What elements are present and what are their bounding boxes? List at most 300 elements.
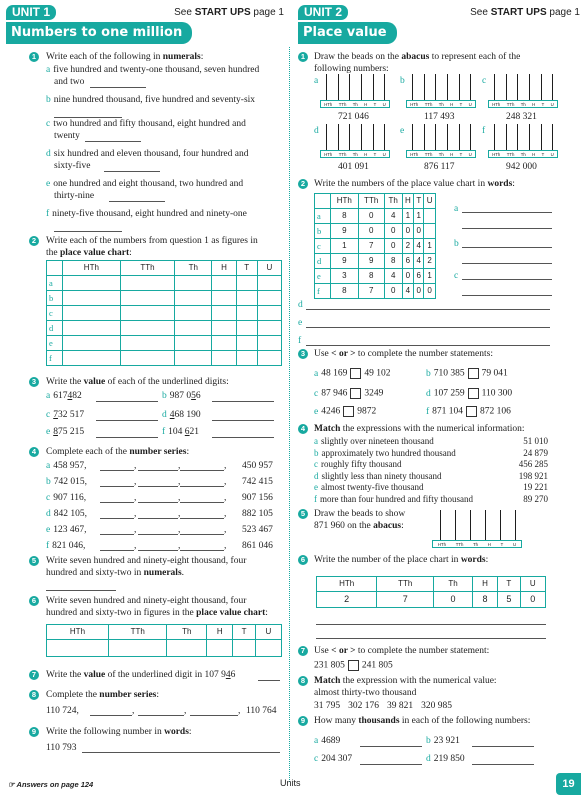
table-cell[interactable] xyxy=(236,306,257,321)
abacus-rod[interactable] xyxy=(470,510,471,540)
table-cell[interactable] xyxy=(257,321,281,336)
answer-line[interactable] xyxy=(138,550,178,551)
abacus-rod[interactable] xyxy=(494,124,495,150)
number-part: 75 215 xyxy=(57,427,85,437)
match-value[interactable]: 19 221 xyxy=(523,482,548,492)
u2-q5-abacus[interactable] xyxy=(432,510,522,548)
answer-line[interactable] xyxy=(472,764,534,765)
abacus-rod[interactable] xyxy=(485,510,486,540)
match-value[interactable]: 24 879 xyxy=(523,447,548,458)
answer-line[interactable] xyxy=(258,680,280,681)
table-cell[interactable]: 1 xyxy=(331,239,359,254)
item-letter: e xyxy=(46,427,51,437)
abacus-rod[interactable] xyxy=(326,124,327,150)
answer-line[interactable] xyxy=(462,279,552,280)
table-cell[interactable]: 8 xyxy=(384,254,402,269)
table-cell[interactable]: 0 xyxy=(384,224,402,239)
unit1-see-start-ups: See START UPS page 1 xyxy=(174,7,284,18)
question-text: Write seven hundred and ninety-eight thousand, four xyxy=(46,596,247,606)
table-cell[interactable]: 8 xyxy=(331,284,359,299)
table-cell[interactable] xyxy=(175,306,212,321)
table-cell[interactable]: 1 xyxy=(414,209,424,224)
abacus-c[interactable] xyxy=(488,74,558,108)
underlined-digit: 5 xyxy=(191,391,196,401)
table-cell[interactable] xyxy=(257,276,281,291)
table-row xyxy=(315,209,436,224)
abacus-rod[interactable] xyxy=(494,74,495,100)
table-cell[interactable] xyxy=(175,336,212,351)
answer-line[interactable] xyxy=(54,117,122,118)
value-option[interactable]: 302 176 xyxy=(348,701,379,711)
answer-letter: f xyxy=(298,336,302,346)
question-text-2: following numbers: xyxy=(314,64,389,74)
table-cell[interactable] xyxy=(175,351,212,366)
table-cell[interactable] xyxy=(63,336,121,351)
comma: , xyxy=(224,509,227,519)
series-end: 742 415 xyxy=(242,477,273,487)
abacus-label: U xyxy=(382,152,386,157)
answer-line[interactable] xyxy=(472,746,534,747)
column-header: Th xyxy=(175,261,212,276)
answer-line[interactable] xyxy=(360,764,422,765)
abacus-label: U xyxy=(468,102,472,107)
table-cell[interactable] xyxy=(47,640,109,657)
table-cell[interactable] xyxy=(255,640,281,657)
abacus-rod[interactable] xyxy=(470,74,471,100)
table-cell[interactable] xyxy=(212,291,236,306)
abacus-letter: a xyxy=(314,76,319,86)
answer-line[interactable] xyxy=(180,486,224,487)
comparison-box[interactable] xyxy=(348,660,359,671)
abacus-rod[interactable] xyxy=(440,510,441,540)
table-cell[interactable]: 1 xyxy=(424,269,436,284)
q4-item-f xyxy=(46,541,85,553)
header-row xyxy=(315,194,436,209)
comma: , xyxy=(224,461,227,471)
abacus-rod[interactable] xyxy=(361,124,362,150)
table-cell[interactable]: 8 xyxy=(358,269,384,284)
answer-line[interactable] xyxy=(360,746,422,747)
column-header: H xyxy=(207,625,233,640)
answer-letter: a xyxy=(454,204,459,214)
answer-line[interactable] xyxy=(316,638,546,639)
comparison-box[interactable] xyxy=(343,406,354,417)
q4-item-a xyxy=(46,461,86,473)
table-row xyxy=(47,291,282,306)
table-cell[interactable] xyxy=(120,351,175,366)
answer-line[interactable] xyxy=(100,550,134,551)
column-header: T xyxy=(236,261,257,276)
table-cell[interactable]: 9 xyxy=(331,224,359,239)
answer-line[interactable] xyxy=(138,518,178,519)
comma: , xyxy=(224,541,227,551)
table-cell[interactable]: 0 xyxy=(414,224,424,239)
answer-line[interactable] xyxy=(180,550,224,551)
table-cell[interactable]: 7 xyxy=(358,239,384,254)
match-value[interactable]: 51 010 xyxy=(523,436,548,446)
table-cell[interactable] xyxy=(120,276,175,291)
answer-line[interactable] xyxy=(96,420,158,421)
abacus-rod[interactable] xyxy=(412,124,413,150)
column-header: H xyxy=(472,577,497,592)
answer-line[interactable] xyxy=(138,534,178,535)
abacus-label: HTh xyxy=(324,102,333,107)
abacus-rod[interactable] xyxy=(500,510,501,540)
table-cell[interactable]: 8 xyxy=(331,209,359,224)
number-part: 104 xyxy=(168,427,185,437)
match-value[interactable]: 89 270 xyxy=(523,493,548,504)
answer-line[interactable] xyxy=(138,470,178,471)
table-cell[interactable]: 9 xyxy=(331,254,359,269)
table-cell[interactable] xyxy=(257,291,281,306)
table-cell[interactable] xyxy=(257,306,281,321)
question-number: 6 xyxy=(298,555,308,565)
abacus-label: U xyxy=(382,102,386,107)
table-cell[interactable] xyxy=(63,291,121,306)
comparison-box[interactable] xyxy=(468,388,479,399)
table-cell[interactable] xyxy=(167,640,207,657)
table-cell[interactable]: 4 xyxy=(414,239,424,254)
comma: , xyxy=(178,477,181,487)
series-end: 882 105 xyxy=(242,509,273,519)
table-cell[interactable]: 0 xyxy=(384,284,402,299)
answer-line[interactable] xyxy=(138,715,184,716)
abacus-number: 401 091 xyxy=(338,162,369,172)
abacus-rod[interactable] xyxy=(506,74,507,100)
footer-title: Units xyxy=(280,778,301,788)
table-cell[interactable] xyxy=(212,321,236,336)
comma: , xyxy=(178,461,181,471)
table-cell[interactable] xyxy=(233,640,256,657)
answer-line[interactable] xyxy=(138,502,178,503)
table-cell[interactable]: 2 xyxy=(402,239,414,254)
table-cell[interactable]: 7 xyxy=(358,284,384,299)
value-option[interactable]: 320 985 xyxy=(421,701,452,711)
answer-line[interactable] xyxy=(462,228,552,229)
number-part: 987 0 xyxy=(169,391,192,401)
abacus-rod[interactable] xyxy=(326,74,327,100)
question-number: 4 xyxy=(29,447,39,457)
column-header: HTh xyxy=(47,625,109,640)
table-cell[interactable] xyxy=(212,351,236,366)
r3-item-c xyxy=(314,388,383,401)
abacus-rod[interactable] xyxy=(515,510,516,540)
abacus-rod[interactable] xyxy=(552,124,553,150)
item-letter: b xyxy=(162,391,167,401)
table-cell[interactable]: 9 xyxy=(358,254,384,269)
table-cell[interactable]: 4 xyxy=(402,284,414,299)
table-cell[interactable] xyxy=(212,306,236,321)
answer-line[interactable] xyxy=(190,715,238,716)
answer-line[interactable] xyxy=(109,201,165,202)
abacus-label: Th xyxy=(473,542,479,547)
table-cell[interactable]: 0 xyxy=(358,209,384,224)
abacus-rod[interactable] xyxy=(459,74,460,100)
answer-line[interactable] xyxy=(90,87,146,88)
table-cell[interactable]: 1 xyxy=(402,209,414,224)
answer-line[interactable] xyxy=(212,420,274,421)
row-label: d xyxy=(315,254,331,269)
answer-line[interactable] xyxy=(306,327,550,328)
abacus-label: HTh xyxy=(324,152,333,157)
question-number: 5 xyxy=(29,556,39,566)
q4-item-b xyxy=(46,477,87,489)
answer-line[interactable] xyxy=(100,534,134,535)
abacus-rod[interactable] xyxy=(373,74,374,100)
table-cell[interactable] xyxy=(175,291,212,306)
answer-line[interactable] xyxy=(100,502,134,503)
table-cell[interactable] xyxy=(212,276,236,291)
unit2-badge: UNIT 2 xyxy=(298,5,348,20)
abacus-rod[interactable] xyxy=(459,124,460,150)
unit2-title: Place value xyxy=(298,22,397,44)
answer-line[interactable] xyxy=(54,231,122,232)
answer-line[interactable] xyxy=(212,401,274,402)
question-text: Match the expressions with the numerical information: xyxy=(314,424,525,434)
match-item-d[interactable] xyxy=(314,471,442,482)
table-cell[interactable]: 0 xyxy=(402,269,414,284)
abacus-rod[interactable] xyxy=(447,124,448,150)
item-letter: c xyxy=(46,119,51,129)
table-cell[interactable] xyxy=(63,306,121,321)
answer-line[interactable] xyxy=(180,534,224,535)
answer-line[interactable] xyxy=(462,212,552,213)
table-cell[interactable] xyxy=(120,321,175,336)
abacus-rod[interactable] xyxy=(349,74,350,100)
abacus-rod[interactable] xyxy=(517,124,518,150)
question-text-2: 871 960 on the abacus: xyxy=(314,521,404,531)
abacus-base xyxy=(488,150,558,158)
table-cell[interactable]: 2 xyxy=(424,254,436,269)
answer-line[interactable] xyxy=(96,401,158,402)
match-value[interactable]: 198 921 xyxy=(518,470,548,481)
abacus-rod[interactable] xyxy=(424,124,425,150)
comparison-box[interactable] xyxy=(350,368,361,379)
answer-line[interactable] xyxy=(212,437,274,438)
abacus-rod[interactable] xyxy=(470,124,471,150)
abacus-rod[interactable] xyxy=(529,74,530,100)
table-cell[interactable] xyxy=(424,224,436,239)
comma: , xyxy=(132,706,135,716)
abacus-f[interactable] xyxy=(488,124,558,158)
table-cell[interactable] xyxy=(120,306,175,321)
column-header: Th xyxy=(434,577,473,592)
abacus-number: 721 046 xyxy=(338,112,369,122)
table-cell[interactable]: 3 xyxy=(331,269,359,284)
abacus-a[interactable] xyxy=(320,74,390,108)
abacus-rod[interactable] xyxy=(447,74,448,100)
abacus-label: HTh xyxy=(492,152,501,157)
answer-line[interactable] xyxy=(46,590,116,591)
item-letter: a xyxy=(46,391,51,401)
table-cell[interactable]: 1 xyxy=(424,239,436,254)
question-number: 1 xyxy=(298,52,308,62)
match-item-b[interactable] xyxy=(314,448,456,459)
match-item-a[interactable] xyxy=(314,436,434,447)
comma: , xyxy=(178,509,181,519)
table-cell[interactable] xyxy=(108,640,167,657)
table-cell[interactable] xyxy=(207,640,233,657)
match-item-f[interactable] xyxy=(314,494,473,505)
table-cell[interactable]: 0 xyxy=(384,239,402,254)
question-number: 1 xyxy=(29,52,39,62)
answer-line[interactable] xyxy=(100,470,134,471)
item-words: two hundred and fifty thousand, eight hundred and xyxy=(53,119,246,129)
abacus-rod[interactable] xyxy=(338,74,339,100)
row-label: a xyxy=(47,276,63,291)
table-cell[interactable] xyxy=(236,336,257,351)
answer-line[interactable] xyxy=(180,470,224,471)
abacus-rod[interactable] xyxy=(384,124,385,150)
column-header: TTh xyxy=(108,625,167,640)
abacus-rod[interactable] xyxy=(412,74,413,100)
series-start: 742 015, xyxy=(53,477,87,487)
number-part: 6 xyxy=(195,391,201,401)
expression: more than four hundred and fifty thousand xyxy=(320,493,473,504)
value-option[interactable]: 39 821 xyxy=(387,701,414,711)
abacus-rod[interactable] xyxy=(349,124,350,150)
series-end: 907 156 xyxy=(242,493,273,503)
value-option[interactable]: 31 795 xyxy=(314,701,341,711)
table-cell[interactable] xyxy=(257,351,281,366)
answer-line[interactable] xyxy=(462,247,552,248)
table-cell[interactable]: 0 xyxy=(414,284,424,299)
column-header: T xyxy=(498,577,520,592)
table-cell: 0 xyxy=(434,592,473,608)
comma: , xyxy=(178,493,181,503)
table-cell[interactable] xyxy=(236,351,257,366)
item-letter: f xyxy=(46,541,50,551)
unit2-header xyxy=(298,5,580,45)
comparison-box[interactable] xyxy=(350,388,361,399)
item-text xyxy=(46,149,248,161)
abacus-label: U xyxy=(550,102,554,107)
header-row xyxy=(47,261,282,276)
match-item-c[interactable] xyxy=(314,459,402,470)
table-cell[interactable] xyxy=(236,321,257,336)
comparison-box[interactable] xyxy=(466,406,477,417)
table-cell[interactable]: 4 xyxy=(384,209,402,224)
table-cell[interactable] xyxy=(175,276,212,291)
match-item-e[interactable] xyxy=(314,482,423,493)
corner-cell xyxy=(315,194,331,209)
abacus-rod[interactable] xyxy=(541,124,542,150)
answer-line[interactable] xyxy=(180,518,224,519)
answer-line[interactable] xyxy=(462,295,552,296)
item-letter: f xyxy=(426,406,430,417)
match-value[interactable]: 456 285 xyxy=(518,459,548,469)
item-letter: a xyxy=(314,736,319,746)
table-cell[interactable] xyxy=(424,209,436,224)
abacus-b[interactable] xyxy=(406,74,476,108)
answer-line[interactable] xyxy=(180,502,224,503)
table-row xyxy=(47,276,282,291)
answer-line[interactable] xyxy=(90,715,132,716)
answer-line[interactable] xyxy=(104,171,160,172)
answer-line[interactable] xyxy=(462,263,552,264)
abacus-label: T xyxy=(541,152,545,157)
answer-line[interactable] xyxy=(306,345,550,346)
answer-line[interactable] xyxy=(138,486,178,487)
table-cell[interactable] xyxy=(120,336,175,351)
question-number: 7 xyxy=(29,670,39,680)
item-text xyxy=(46,119,246,131)
abacus-rod[interactable] xyxy=(435,74,436,100)
item-letter: d xyxy=(426,388,431,399)
table-cell[interactable]: 4 xyxy=(414,254,424,269)
comparison-box[interactable] xyxy=(468,368,479,379)
row-label: c xyxy=(47,306,63,321)
table-cell[interactable] xyxy=(120,291,175,306)
table-cell[interactable] xyxy=(63,351,121,366)
abacus-label: H xyxy=(532,102,536,107)
item-letter: c xyxy=(314,459,318,469)
table-cell[interactable]: 0 xyxy=(424,284,436,299)
abacus-rod[interactable] xyxy=(506,124,507,150)
header-row xyxy=(317,577,546,592)
abacus-rod[interactable] xyxy=(541,74,542,100)
abacus-label: Th xyxy=(438,152,444,157)
item-words-2: twenty xyxy=(54,131,80,141)
right-number: 79 041 xyxy=(481,368,508,379)
table-cell[interactable] xyxy=(63,321,121,336)
abacus-d[interactable] xyxy=(320,124,390,158)
table-cell[interactable] xyxy=(236,291,257,306)
abacus-rod[interactable] xyxy=(455,510,456,540)
abacus-rod[interactable] xyxy=(529,124,530,150)
table-cell[interactable]: 6 xyxy=(414,269,424,284)
answer-letter: b xyxy=(454,239,459,249)
answer-line[interactable] xyxy=(316,624,546,625)
item-letter: e xyxy=(46,525,51,535)
left-number: 87 946 xyxy=(321,388,348,399)
answer-line[interactable] xyxy=(85,141,141,142)
table-cell[interactable]: 6 xyxy=(402,254,414,269)
item-words-2: and two xyxy=(54,77,85,87)
number-part: 21 xyxy=(189,427,200,437)
table-cell[interactable] xyxy=(236,276,257,291)
table-cell[interactable] xyxy=(212,336,236,351)
item-letter: f xyxy=(162,427,166,437)
abacus-rod[interactable] xyxy=(552,74,553,100)
answer-line[interactable] xyxy=(96,437,158,438)
abacus-rod[interactable] xyxy=(338,124,339,150)
abacus-rod[interactable] xyxy=(373,124,374,150)
table-cell[interactable] xyxy=(63,276,121,291)
expression: almost twenty-five thousand xyxy=(321,482,424,492)
abacus-rod[interactable] xyxy=(384,74,385,100)
table-cell[interactable]: 4 xyxy=(384,269,402,284)
abacus-rod[interactable] xyxy=(424,74,425,100)
abacus-rod[interactable] xyxy=(435,124,436,150)
abacus-label: H xyxy=(364,102,368,107)
abacus-rod[interactable] xyxy=(361,74,362,100)
abacus-rod[interactable] xyxy=(517,74,518,100)
abacus-e[interactable] xyxy=(406,124,476,158)
answer-line[interactable] xyxy=(306,309,550,310)
answer-line[interactable] xyxy=(82,752,280,753)
row-label: e xyxy=(47,336,63,351)
table-cell[interactable]: 0 xyxy=(358,224,384,239)
table-cell[interactable] xyxy=(175,321,212,336)
q4-item-d xyxy=(46,509,87,521)
answer-line[interactable] xyxy=(100,518,134,519)
table-cell[interactable]: 0 xyxy=(402,224,414,239)
table-cell[interactable] xyxy=(257,336,281,351)
question-number: 8 xyxy=(298,676,308,686)
question-text: How many thousands in each of the following numbers: xyxy=(314,716,531,726)
answer-line[interactable] xyxy=(100,486,134,487)
